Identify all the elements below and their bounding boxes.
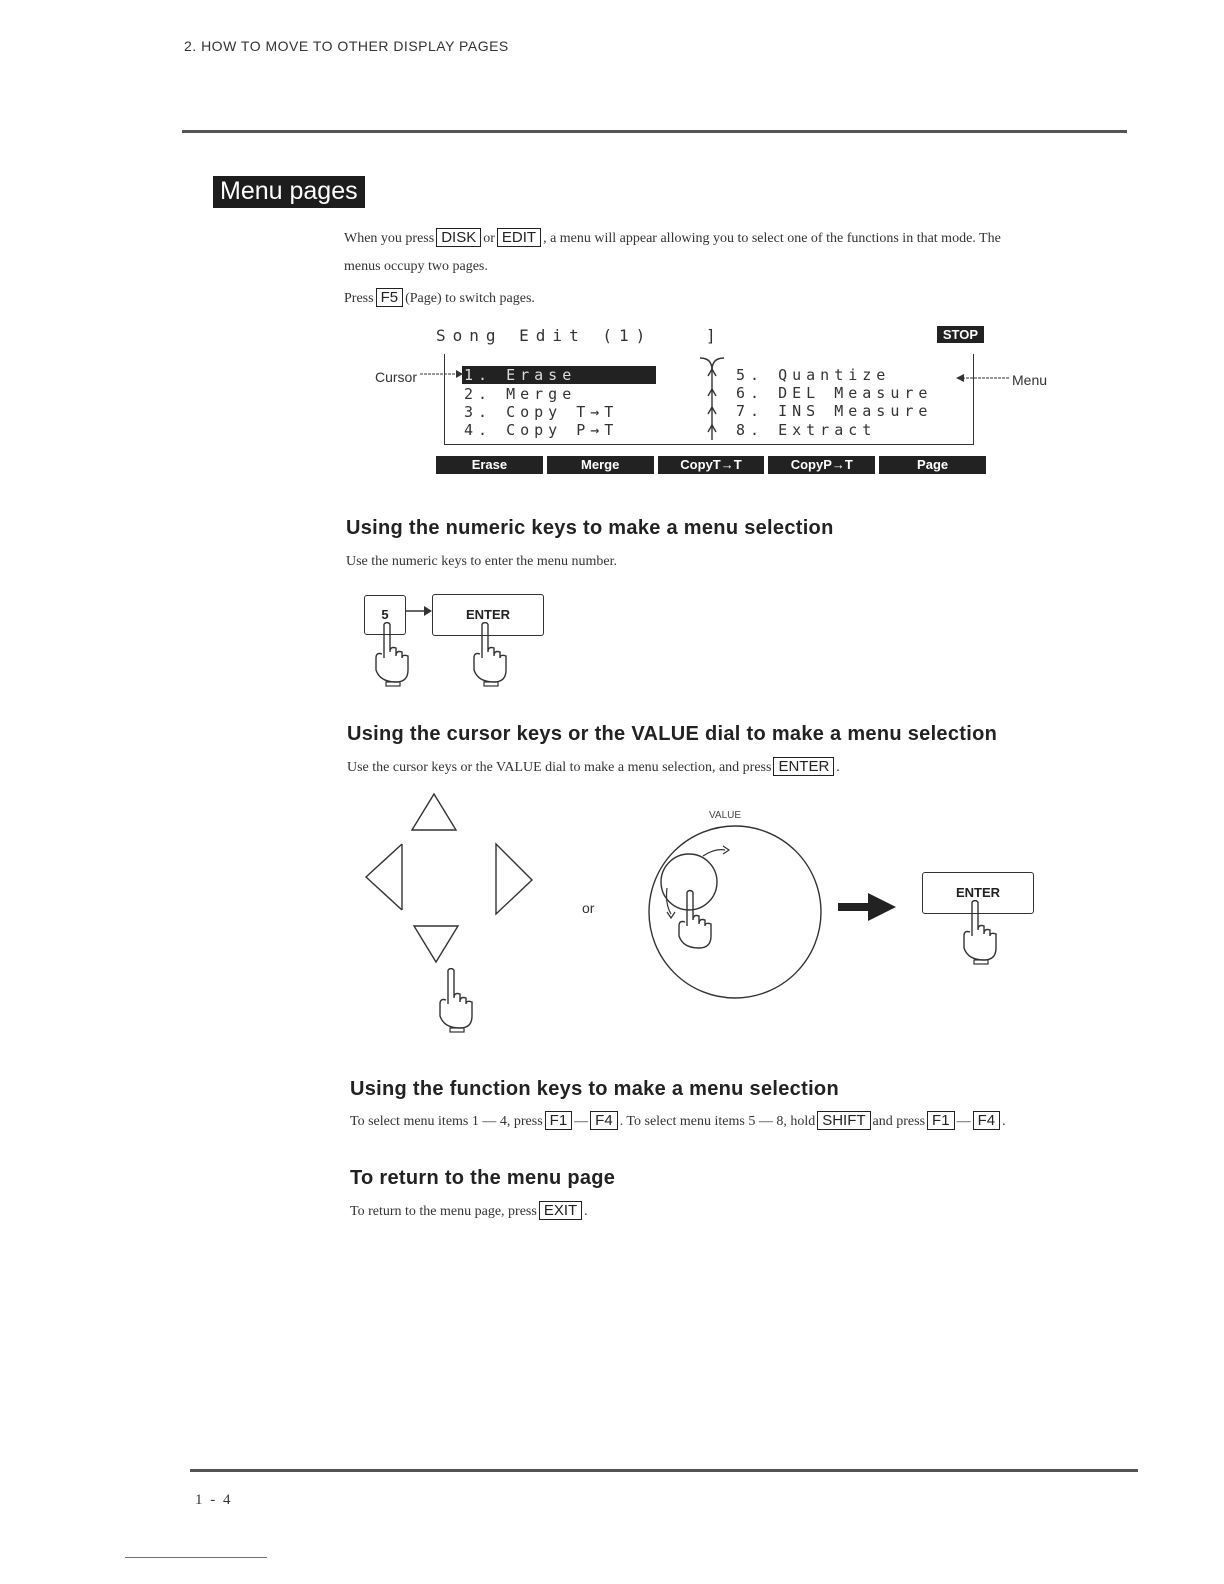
- f5-key: F5: [376, 288, 404, 307]
- page-number: 1 - 4: [195, 1492, 233, 1508]
- intro-text: When you press: [344, 231, 435, 246]
- menu-item-extract: 8. Extract: [736, 421, 877, 439]
- section-title: Menu pages: [213, 176, 365, 208]
- numeric-keys-desc: Use the numeric keys to enter the menu number.: [346, 554, 617, 569]
- intro-line-3: [344, 288, 535, 307]
- cursor-keys-desc: [347, 757, 840, 776]
- edit-key: EDIT: [497, 228, 541, 247]
- intro-text: (Page) to switch pages.: [405, 291, 535, 306]
- number-5-key: 5: [364, 595, 406, 635]
- arrow-right-icon: [838, 893, 896, 921]
- lcd-screen: [436, 326, 986, 478]
- menu-callout: Menu: [1012, 372, 1048, 388]
- function-keys-heading: Using the function keys to make a menu selection: [350, 1078, 839, 1100]
- numeric-keys-heading: Using the numeric keys to make a menu selection: [346, 517, 834, 539]
- function-desc-text: —: [956, 1114, 971, 1129]
- return-heading: To return to the menu page: [350, 1167, 616, 1189]
- pressing-hand-icon: [436, 968, 484, 1034]
- intro-text: or: [483, 231, 495, 246]
- header-rule: [182, 130, 1127, 133]
- status-badge: STOP: [937, 326, 984, 343]
- f1-key: F1: [545, 1111, 573, 1130]
- cursor-desc-text: .: [836, 760, 840, 775]
- pressing-hand-icon: [372, 622, 420, 688]
- function-desc-text: To select menu items 1 — 4, press: [350, 1114, 543, 1129]
- page-header: 2. HOW TO MOVE TO OTHER DISPLAY PAGES: [184, 38, 509, 54]
- intro-line-1: [344, 228, 1001, 247]
- menu-item-copy-pt: 4. Copy P→T: [464, 421, 619, 439]
- footer-rule: [190, 1469, 1138, 1472]
- cursor-arrow-icon: [420, 368, 464, 380]
- cursor-keys-icon: [362, 792, 537, 970]
- intro-text: Press: [344, 291, 374, 306]
- pressing-hand-icon: [960, 900, 1008, 966]
- menu-item-ins-measure: 7. INS Measure: [736, 402, 933, 420]
- function-desc-text: and press: [872, 1114, 926, 1129]
- menu-item-erase: 1. Erase: [462, 366, 656, 384]
- f4-key: F4: [973, 1111, 1001, 1130]
- shift-key: SHIFT: [817, 1111, 870, 1130]
- exit-key: EXIT: [539, 1201, 582, 1220]
- cursor-keys-heading: Using the cursor keys or the VALUE dial to make a menu selection: [347, 723, 998, 745]
- f4-key: F4: [590, 1111, 618, 1130]
- enter-key: ENTER: [432, 594, 544, 636]
- menu-item-del-measure: 6. DEL Measure: [736, 384, 933, 402]
- fkey-merge: Merge: [547, 456, 654, 474]
- fkey-erase: Erase: [436, 456, 543, 474]
- return-desc-text: .: [584, 1204, 588, 1219]
- function-desc-text: .: [1002, 1114, 1006, 1129]
- function-keys-desc: [350, 1111, 1006, 1130]
- function-desc-text: . To select menu items 5 — 8, hold: [619, 1114, 816, 1129]
- cursor-desc-text: Use the cursor keys or the VALUE dial to make a menu selection, and press: [347, 760, 772, 775]
- arrow-right-icon: [406, 604, 432, 618]
- menu-arrow-icon: [956, 372, 1010, 384]
- lcd-title: Song Edit (1): [436, 326, 653, 345]
- pressing-hand-icon: [470, 622, 518, 688]
- menu-item-quantize: 5. Quantize: [736, 366, 891, 384]
- enter-key: ENTER: [922, 872, 1034, 914]
- page-brace-icon: [698, 356, 726, 446]
- cursor-callout: Cursor: [375, 369, 418, 385]
- enter-key-inline: ENTER: [773, 757, 834, 776]
- intro-text: , a menu will appear allowing you to select one of the functions in that mode. The: [543, 231, 1001, 246]
- menu-item-merge: 2. Merge: [464, 385, 577, 403]
- return-desc-text: To return to the menu page, press: [350, 1204, 537, 1219]
- function-key-bar: [436, 456, 986, 474]
- lcd-bracket: ]: [706, 326, 716, 345]
- fkey-page: Page: [879, 456, 986, 474]
- disk-key: DISK: [436, 228, 481, 247]
- fkey-copy-tt: CopyT→T: [658, 456, 765, 474]
- value-dial-icon: [645, 822, 825, 1002]
- function-desc-text: —: [574, 1114, 589, 1129]
- intro-line-2: menus occupy two pages.: [344, 259, 488, 274]
- value-dial-label: VALUE: [709, 810, 742, 821]
- page-edge-line: [125, 1557, 267, 1558]
- or-label: or: [582, 900, 595, 916]
- menu-item-copy-tt: 3. Copy T→T: [464, 403, 619, 421]
- f1-key: F1: [927, 1111, 955, 1130]
- return-desc: [350, 1201, 588, 1220]
- fkey-copy-pt: CopyP→T: [768, 456, 875, 474]
